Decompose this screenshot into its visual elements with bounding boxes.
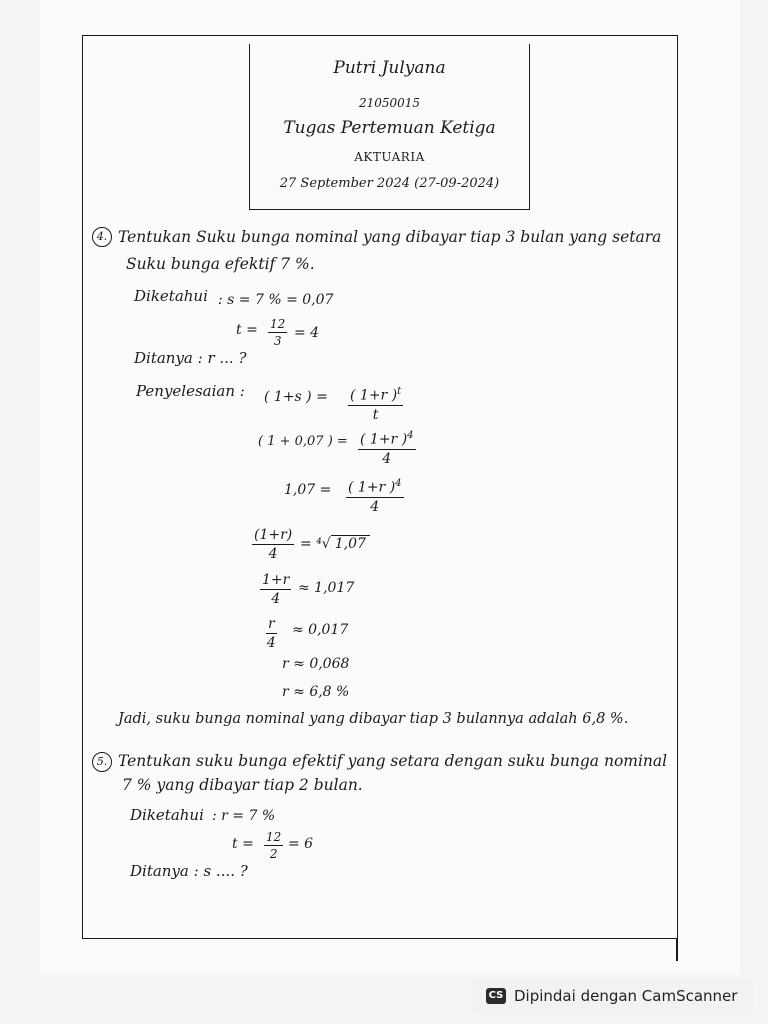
q5-known-t-rhs: = 6 [288,836,314,852]
q4-solution-label: Penyelesaian : [136,382,245,400]
q4-text-line2: Suku bunga efektif 7 %. [126,255,315,273]
eq1-numerator: ( 1+r ) [350,387,398,404]
eq5-denominator: 4 [271,591,281,607]
camscanner-logo-icon: CS [486,988,506,1004]
eq5-fraction [260,572,291,607]
course-name: AKTUARIA [354,150,425,164]
header-box [249,44,530,210]
eq3-exponent: 4 [395,478,402,489]
assignment-title: Tugas Pertemuan Ketiga [283,118,496,138]
eq2-denominator: 4 [382,450,392,467]
eq4-fraction [252,527,294,562]
camscanner-watermark [472,980,754,1014]
q5-text-line2: 7 % yang dibayar tiap 2 bulan. [122,776,363,794]
question-number-4: 4. [92,227,112,247]
q4-asked: Ditanya : r ... ? [134,349,247,367]
eq3-numerator: ( 1+r ) [348,479,396,496]
border-mark [676,939,678,961]
camscanner-text: Dipindai dengan CamScanner [514,987,738,1005]
eq5-rhs: ≈ 1,017 [298,580,355,596]
question-number-5: 5. [92,752,112,772]
eq2-exponent: 4 [407,430,414,441]
eq2-numerator: ( 1+r ) [360,431,408,448]
q5-known-label: Diketahui [130,806,204,824]
q4-known-t-rhs: = 4 [294,325,320,341]
eq6-denominator: 4 [266,635,276,651]
q4-known-t-fraction [268,317,287,348]
q4-known-t-lhs: t = [236,322,258,338]
q4-text-line1: Tentukan Suku bunga nominal yang dibayar tiap 3 bulan yang setara [118,228,662,246]
q5-asked: Ditanya : s .... ? [130,862,248,880]
eq4-numerator: (1+r) [254,527,293,543]
eq4-radicand: 1,07 [331,535,370,552]
assignment-date: 27 September 2024 (27-09-2024) [279,176,500,191]
q4-known-t-numerator: 12 [270,317,286,331]
eq3-fraction [346,478,404,515]
eq8: r ≈ 6,8 % [282,684,350,700]
eq2-fraction [358,430,416,467]
eq1-fraction [348,386,403,423]
eq2-lhs: ( 1 + 0,07 ) = [258,434,348,449]
q5-known-t-numerator: 12 [266,830,282,844]
eq4-root-sign: = ⁴√ [300,536,331,552]
eq7: r ≈ 0,068 [282,656,350,672]
eq1-exponent: t [397,386,402,397]
eq3-lhs: 1,07 = [284,482,332,498]
q5-text-line1: Tentukan suku bunga efektif yang setara dengan suku bunga nominal [118,752,668,770]
q4-conclusion: Jadi, suku bunga nominal yang dibayar tiap 3 bulannya adalah 6,8 %. [118,711,629,727]
student-id: 21050015 [358,96,421,110]
q4-known-label: Diketahui [134,287,208,305]
eq5-numerator: 1+r [262,572,290,588]
q5-known-t-fraction [264,830,283,861]
eq3-denominator: 4 [370,498,380,515]
student-name: Putri Julyana [333,58,446,78]
q5-known-t-denominator: 2 [269,847,278,861]
eq4-rhs [300,536,370,552]
q4-known-s: : s = 7 % = 0,07 [218,292,334,308]
q5-known-t-lhs: t = [232,836,254,852]
eq1-lhs: ( 1+s ) = [264,389,328,405]
eq6-numerator: r [268,616,275,632]
eq1-denominator: t [372,406,379,423]
q5-known-r: : r = 7 % [212,808,276,824]
eq4-denominator: 4 [268,546,278,562]
q4-known-t-denominator: 3 [273,334,282,348]
eq6-fraction [266,616,277,651]
eq6-rhs: ≈ 0,017 [292,622,349,638]
